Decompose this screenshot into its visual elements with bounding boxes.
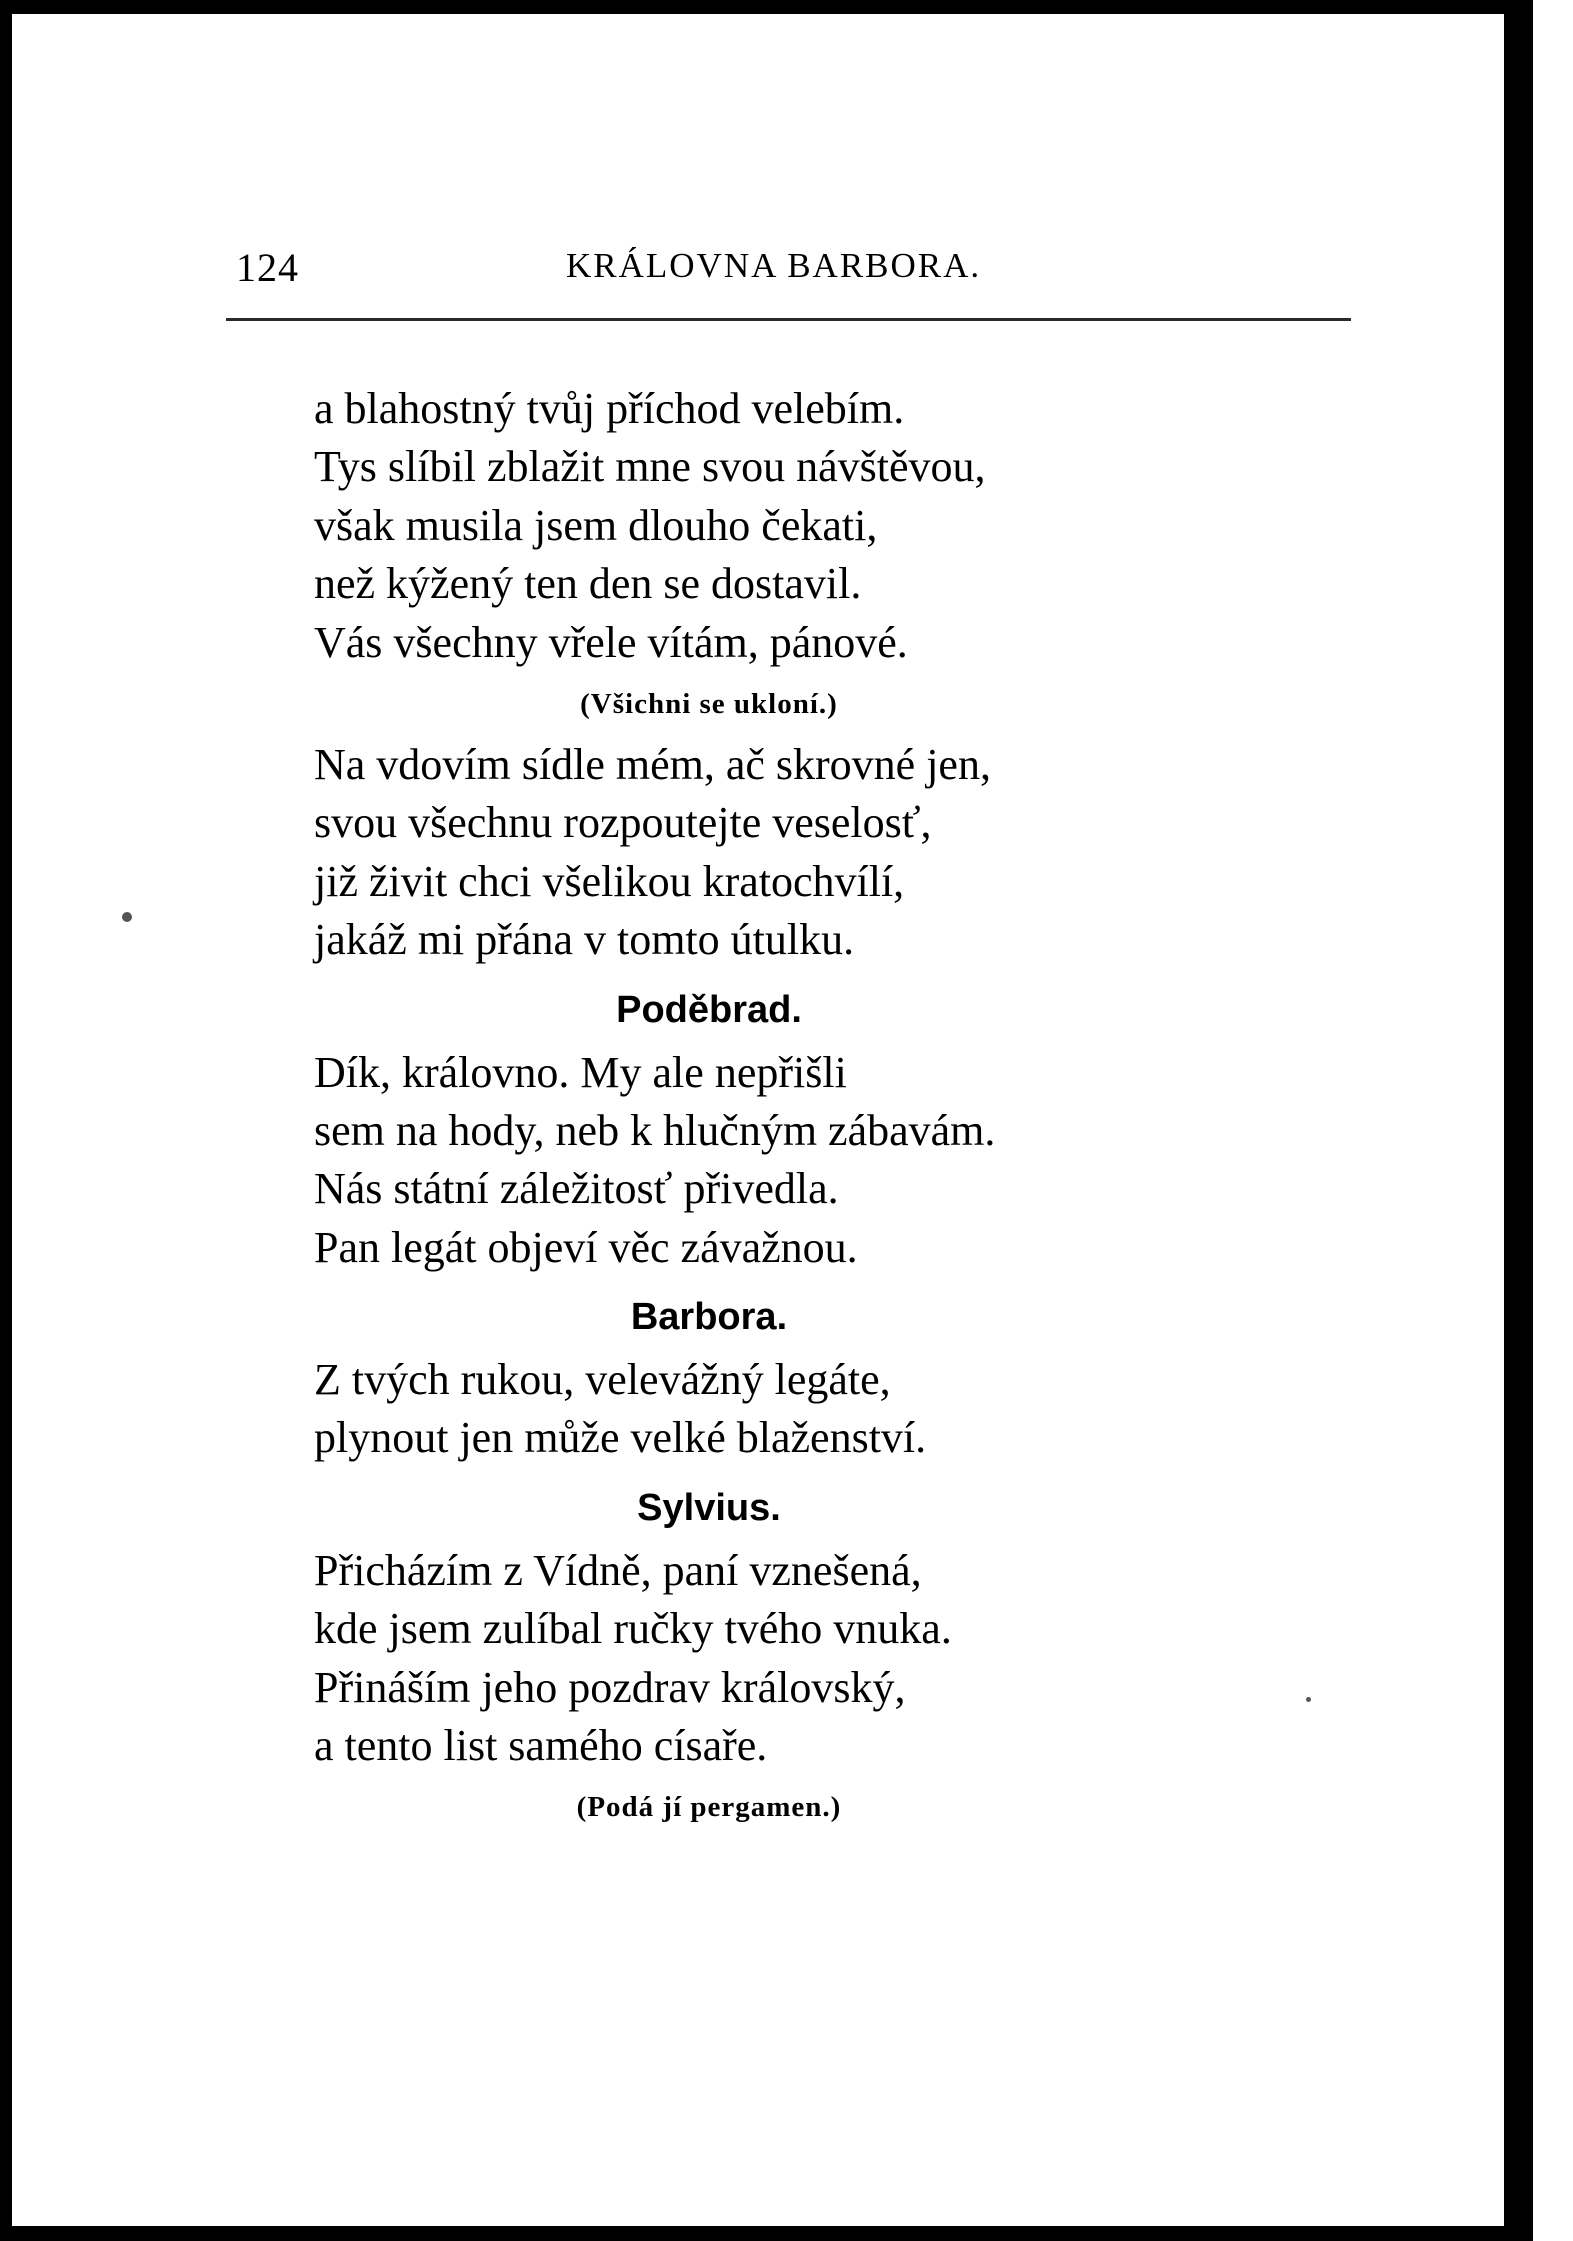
- verse-line: Přicházím z Vídně, paní vznešená,: [314, 1545, 922, 1595]
- verse-line: však musila jsem dlouho čekati,: [314, 500, 878, 550]
- stage-direction: (Všichni se ukloní.): [580, 687, 838, 720]
- scan-speck: [122, 912, 132, 922]
- verse-line: a blahostný tvůj příchod velebím.: [314, 384, 905, 433]
- verse-line: Na vdovím sídle mém, ač skrovné jen,: [314, 739, 991, 789]
- verse-line: jakáž mi přána v tomto útulku.: [314, 915, 855, 965]
- play-text: [314, 380, 1274, 1839]
- scan-speck: [1306, 1697, 1311, 1702]
- verse-line: plynout jen může velké blaženství.: [314, 1413, 927, 1463]
- verse-line: Tys slíbil zblažit mne svou návštěvou,: [314, 442, 986, 492]
- header-rule: [226, 318, 1351, 321]
- verse-line: kde jsem zulíbal ručky tvého vnuka.: [314, 1604, 952, 1654]
- verse-line: Nás státní záležitosť přivedla.: [314, 1164, 839, 1214]
- verse-line: Vás všechny vřele vítám, pánové.: [314, 617, 908, 667]
- stage-direction: (Podá jí pergamen.): [576, 1791, 842, 1824]
- verse-line: Pan legát objeví věc závažnou.: [314, 1222, 858, 1272]
- page-number: 124: [236, 245, 299, 290]
- verse-line: Přináším jeho pozdrav královský,: [314, 1662, 906, 1712]
- speaker-name: Sylvius.: [637, 1486, 781, 1529]
- verse-line: sem na hody, neb k hlučným zábavám.: [314, 1105, 996, 1155]
- adjacent-page-edge: [1533, 0, 1573, 2241]
- speaker-name: Barbora.: [630, 1296, 788, 1339]
- verse-line: Z tvých rukou, velevážný legáte,: [314, 1355, 891, 1405]
- page-header: [226, 232, 1351, 302]
- running-title: KRÁLOVNA BARBORA.: [566, 246, 982, 285]
- verse-line: již živit chci všelikou kratochvílí,: [314, 856, 905, 906]
- speaker-name: Poděbrad.: [616, 988, 802, 1031]
- verse-line: Dík, královno. My ale nepřišli: [314, 1047, 847, 1097]
- verse-line: a tento list samého císaře.: [314, 1721, 768, 1771]
- verse-line: svou všechnu rozpoutejte veselosť,: [314, 798, 932, 848]
- verse-line: než kýžený ten den se dostavil.: [314, 559, 862, 609]
